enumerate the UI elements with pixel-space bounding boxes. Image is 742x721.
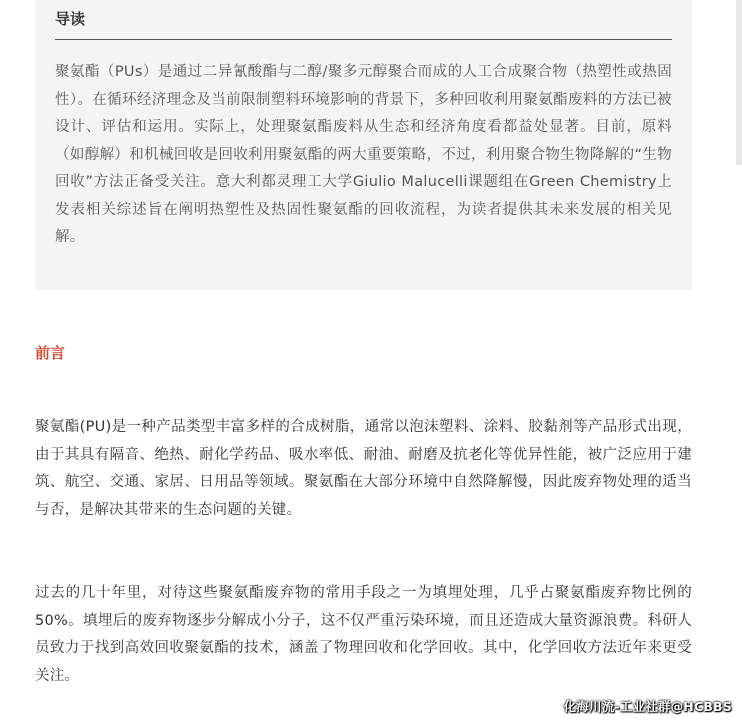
scrollbar-track[interactable] [736,0,742,165]
intro-box [35,0,692,290]
section-title-preface: 前言 [35,344,66,362]
intro-divider [55,39,672,40]
intro-body: 聚氨酯（PUs）是通过二异氰酸酯与二醇/聚多元醇聚合而成的人工合成聚合物（热塑性或热固性）。在循环经济理念及当前限制塑料环境影响的背景下，多种回收利用聚氨酯废料的方法已被设计、评估和运用。实际上，处理聚氨酯废料从生态和经济角度看都益处显著。目前，原料（如醇解）和机械回收是回收利用聚氨酯的两大重要策略，不过，利用聚合物生物降解的“生物回收”方法正备受关注。意大利都灵理工大学Giulio Malucelli课题组在Green Chemistry上发表相关综述旨在阐明热塑性及热固性聚氨酯的回收流程，为读者提供其未来发展的相关见解。 [55,64,672,245]
intro-title: 导读 [55,10,86,28]
paragraph-1: 聚氨酯(PU)是一种产品类型丰富多样的合成树脂，通常以泡沫塑料、涂料、胶黏剂等产品形式出现，由于其具有隔音、绝热、耐化学药品、吸水率低、耐油、耐磨及抗老化等优异性能，被广泛应用于建筑、航空、交通、家居、日用品等领域。聚氨酯在大部分环境中自然降解慢，因此废弃物处理的适当与否，是解决其带来的生态问题的关键。 [35,419,692,518]
watermark: 化海川流-工业社群@HCBBS [563,699,732,714]
paragraph-2: 过去的几十年里，对待这些聚氨酯废弃物的常用手段之一为填埋处理，几乎占聚氨酯废弃物比例的50%。填埋后的废弃物逐步分解成小分子，这不仅严重污染环境，而且还造成大量资源浪费。科研人员致力于找到高效回收聚氨酯的技术，涵盖了物理回收和化学回收。其中，化学回收方法近年来更受关注。 [35,585,692,684]
